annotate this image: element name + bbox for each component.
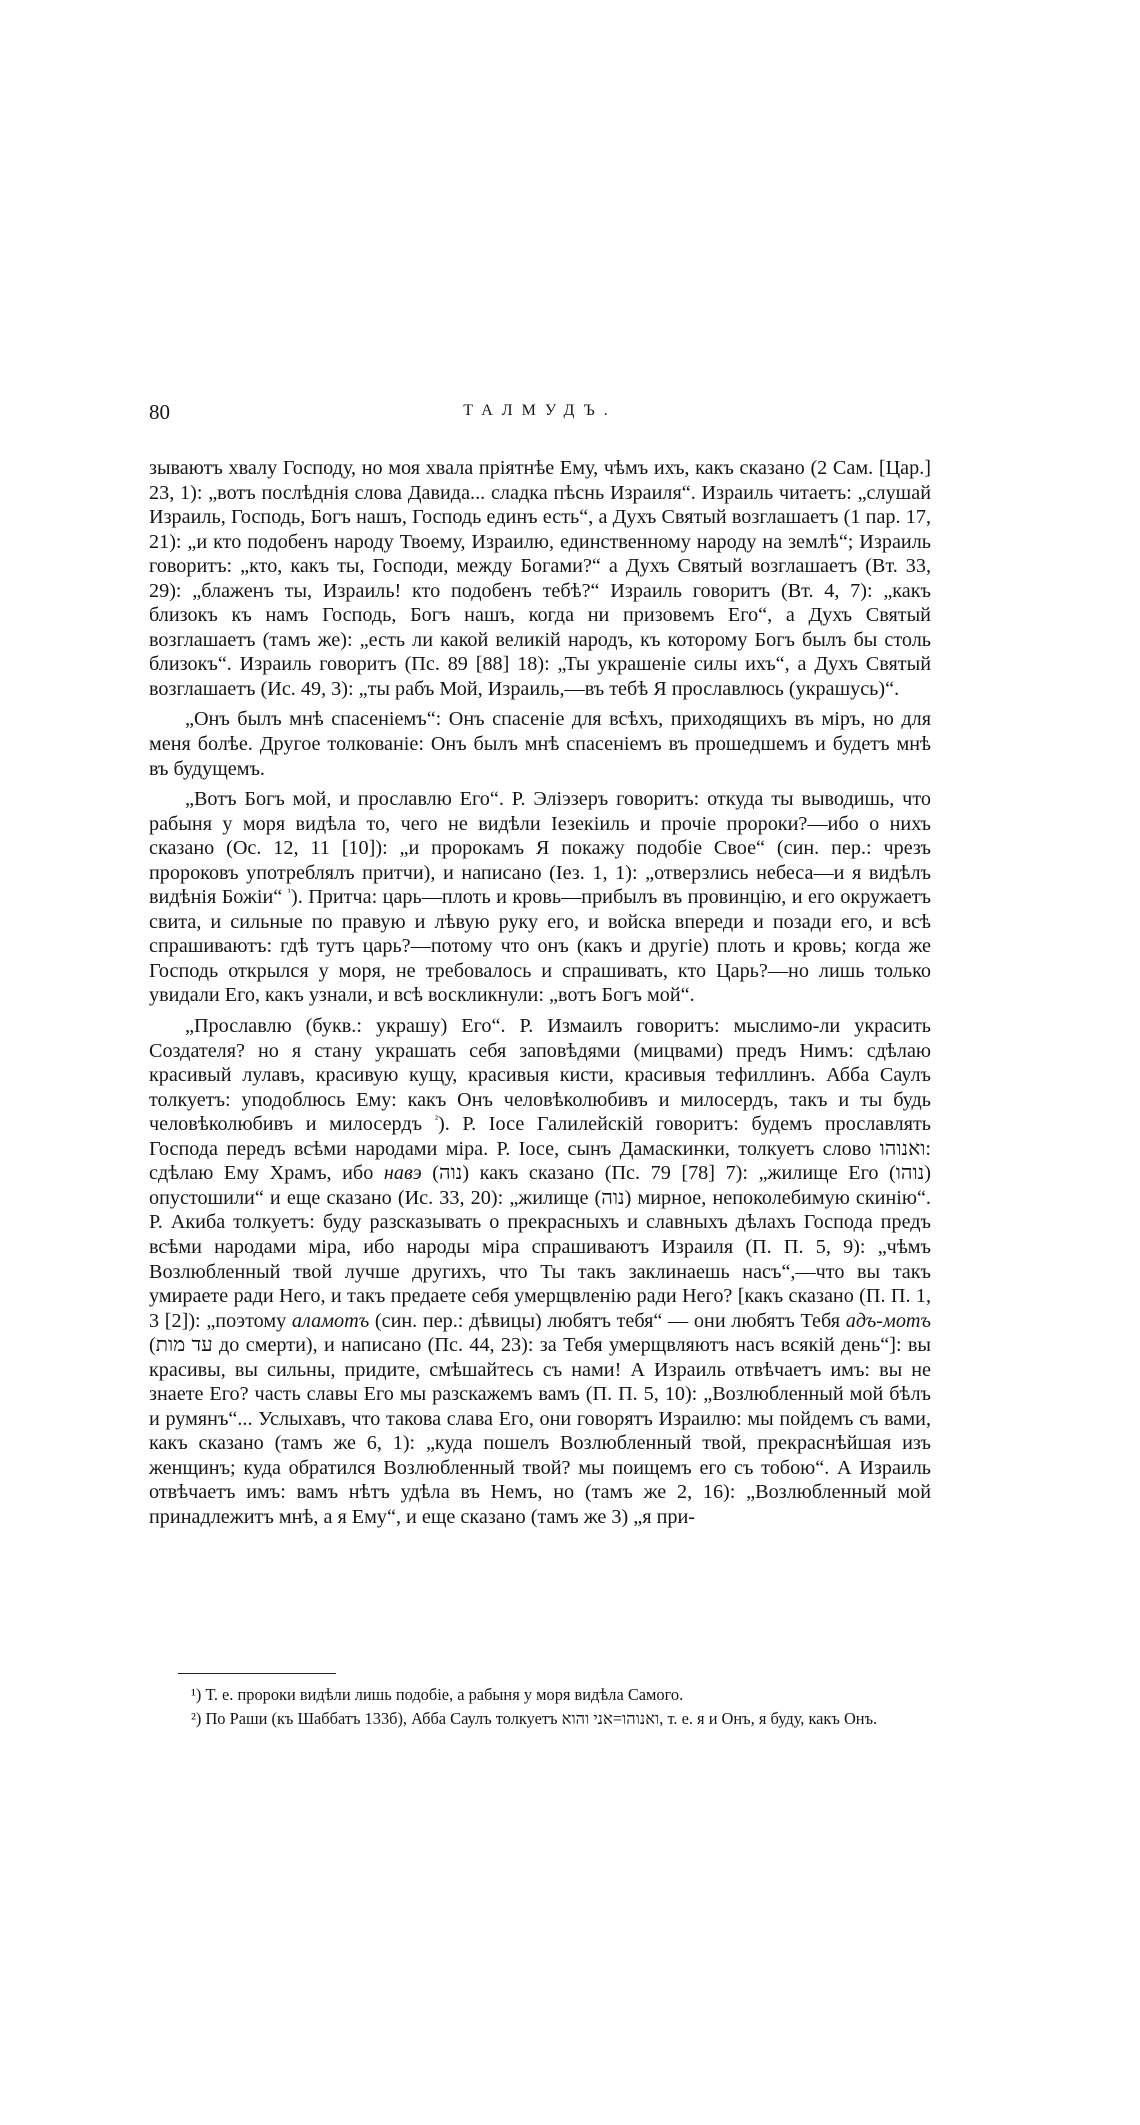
page-number: 80 [149,400,170,424]
italic-term: навэ [383,1162,422,1185]
italic-term: аламотъ [291,1309,370,1332]
paragraph-2: „Онъ былъ мнѣ спасеніемъ“: Онъ спасеніе для всѣхъ, приходящихъ въ міръ, но для меня болѣе. Другое толкованіе: Онъ былъ мнѣ спасеніемъ въ прошедшемъ и будетъ мнѣ въ будущемъ. [149,708,931,780]
paragraph-4-text-d: ) какъ сказано (Пс. 79 [78] 7): „жилище Его ( [462,1162,896,1185]
footnotes [149,1683,931,1731]
footnote-divider [178,1673,336,1674]
footnote-ref-2: ² [434,1113,439,1126]
hebrew-word: נוה [438,1162,463,1185]
paragraph-3 [149,787,931,1008]
footnote-ref-1: ¹ [287,886,291,899]
paragraph-4 [149,1014,931,1529]
hebrew-word: נוהו [895,1162,925,1185]
page-header [149,400,931,430]
footnote-2-text-a: ²) По Раши (къ Шаббатъ 133б), Абба Саулъ толкуетъ [191,1709,562,1728]
paragraph-4-text-g2: ( [149,1334,156,1357]
hebrew-word: ואנוהו [879,1137,926,1160]
paragraph-4-text-h: до смерти), и написано (Пс. 44, 23): за Тебя умерщвляютъ насъ всякій день“]: вы красивы, вы сильны, придите, смѣшайтесь съ нами! А Израиль отвѣчаетъ имъ: вы не знаете Его? часть славы Его мы разскажемъ вамъ (П. П. 5, 10): „Возлюбленный мой бѣлъ и румянъ“... Услыхавъ, что такова слава Его, они говорятъ Израилю: мы пойдемъ съ вами, какъ сказано (тамъ же 6, 1): „куда пошелъ Возлюбленный твой, прекраснѣйшая изъ женщинъ; куда обратился Возлюбленный твой? мы поищемъ его съ тобою“. А Израиль отвѣчаетъ имъ: вамъ нѣтъ удѣла въ Немъ, но (тамъ же 2, 16): „Возлюбленный мой принадлежитъ мнѣ, а я Ему“, и еще сказано (тамъ же 3) „я при- [149,1334,931,1528]
footnote-2 [149,1707,931,1731]
hebrew-word: עד מות [155,1334,213,1357]
paragraph-4-text-e: ) опустошили“ и еще сказано (Ис. 33, 20): „жилище ( [149,1162,931,1209]
paragraph-4-text-c2: ( [421,1162,439,1185]
running-head: ТАЛМУДЪ. [463,402,617,419]
main-text [149,456,931,1530]
hebrew-word: נוה [601,1186,625,1209]
paragraph-4-text-c: : сдѣлаю Ему Храмъ, ибо [149,1137,931,1185]
paragraph-1: зываютъ хвалу Господу, но моя хвала пріятнѣе Ему, чѣмъ ихъ, какъ сказано (2 Сам. [Цар.] 23, 1): „вотъ послѣднія слова Давида... сладка пѣснь Израиля“. Израиль читаетъ: „слушай Израиль, Господь, Богъ нашъ, Господь единъ есть“, а Духъ Святый возглашаетъ (1 пар. 17, 21): „и кто подобенъ народу Твоему, Израилю, единственному народу на землѣ“; Израиль говоритъ: „кто, какъ ты, Господи, между Богами?“ а Духъ Святый возглашаетъ (Вт. 33, 29): „блаженъ ты, Израиль! кто подобенъ тебѣ?“ Израиль говоритъ (Вт. 4, 7): „какъ близокъ къ намъ Господь, Богъ нашъ, когда ни призовемъ Его“, а Духъ Святый возглашаетъ (тамъ же): „есть ли какой великій народъ, къ которому Богъ былъ бы столь близокъ“. Израиль говоритъ (Пс. 89 [88] 18): „Ты украшеніе силы ихъ“, а Духъ Святый возглашаетъ (Ис. 49, 3): „ты рабъ Мой, Израиль,—въ тебѣ Я прославлюсь (украшусь)“. [149,457,931,700]
paragraph-4-text-a: „Прославлю (букв.: украшу) Его“. Р. Измаилъ говоритъ: мыслимо-ли украсить Создателя? но я стану украшать себя заповѣдями (мицвами) предъ Нимъ: сдѣлаю красивый лулавъ, красивую кущу, красивыя кисти, красивыя тефиллинъ. Абба Саулъ толкуетъ: уподоблюсь Ему: какъ Онъ человѣколюбивъ и милосердъ, такъ и ты будь человѣколюбивъ и милосердъ [149,1015,931,1136]
italic-term: адъ-мотъ [845,1309,931,1332]
paragraph-4-text-b: ). Р. Іосе Галилейскій говоритъ: будемъ прославлять Господа передъ всѣми народами міра. Р. Іосе, сынъ Дамаскинки, толкуетъ слово [149,1113,932,1160]
paragraph-3-text-b: ). Притча: царь—плоть и кровь—прибылъ въ провинцію, и его окружаетъ свита, и сильные по правую и лѣвую руку его, и войска впереди и позади его, и всѣ спрашиваютъ: гдѣ тутъ царь?—потому что онъ (какъ и другіе) плоть и кровь; когда же Господь открылся у моря, не требовалось и спрашивать, кто Царь?—но лишь только увидали Его, какъ узнали, и всѣ воскликнули: „вотъ Богъ мой“. [149,886,931,1007]
paragraph-4-text-f: ) мирное, непоколебимую скинію“. Р. Акиба толкуетъ: буду разсказывать о прекрасныхъ и славныхъ дѣлахъ Господа предъ всѣми народами міра, ибо народы міра спрашиваютъ Израиля (П. П. 5, 9): „чѣмъ Возлюбленный твой лучше другихъ, что Ты такъ заклинаешь насъ“,—что вы такъ умираете ради Него, и такъ предаете себя умерщвленію ради Него? [какъ сказано (П. П. 1, 3 [2]): „поэтому [149,1186,931,1332]
hebrew-word: ואנוהו=אני והוא [561,1709,660,1728]
footnote-2-text-b: , т. е. я и Онъ, я буду, какъ Онъ. [659,1709,878,1728]
paragraph-3-text-a: „Вотъ Богъ мой, и прославлю Его“. Р. Элiэзеръ говоритъ: откуда ты выводишь, что рабыня у моря видѣла то, чего не видѣли Іезекіиль и прочіе пророки?—ибо о нихъ сказано (Ос. 12, 11 [10]): „и пророкамъ Я покажу подобіе Свое“ (син. пер.: чрезъ пророковъ употреблялъ притчи), и написано (Іез. 1, 1): „отверзлись небеса—и я видѣлъ видѣнія Божіи“ [149,788,931,909]
footnote-1: ¹) Т. е. пророки видѣли лишь подобіе, а рабыня у моря видѣла Самого. [191,1685,684,1704]
paragraph-4-text-g: (син. пер.: дѣвицы) любятъ тебя“ — они любятъ Тебя [369,1309,846,1332]
